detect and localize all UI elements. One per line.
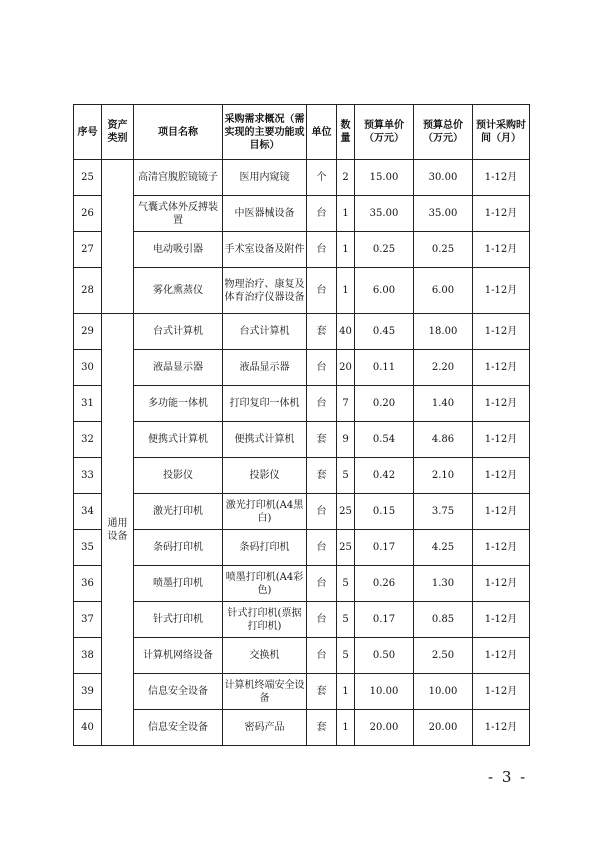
cell-index: 33 <box>74 458 102 494</box>
table-row <box>74 314 530 350</box>
cell-unit-price: 20.00 <box>355 710 414 746</box>
cell-desc: 台式计算机 <box>223 314 307 350</box>
cell-qty: 25 <box>337 530 355 566</box>
cell-unit-price: 0.45 <box>355 314 414 350</box>
cell-unit-price: 15.00 <box>355 160 414 196</box>
cell-unit: 套 <box>307 674 337 710</box>
cell-unit-price: 0.26 <box>355 566 414 602</box>
cell-total: 6.00 <box>414 268 473 314</box>
cell-desc: 密码产品 <box>223 710 307 746</box>
procurement-table <box>73 104 530 746</box>
cell-time: 1-12月 <box>473 530 530 566</box>
cell-name: 针式打印机 <box>134 602 223 638</box>
cell-total: 20.00 <box>414 710 473 746</box>
cell-desc: 打印复印一体机 <box>223 386 307 422</box>
cell-unit: 套 <box>307 458 337 494</box>
cell-unit-price: 35.00 <box>355 196 414 232</box>
cell-time: 1-12月 <box>473 710 530 746</box>
cell-unit-price: 0.54 <box>355 422 414 458</box>
cell-desc: 手术室设备及附件 <box>223 232 307 268</box>
table-row <box>74 160 530 196</box>
table-row <box>74 710 530 746</box>
cell-index: 31 <box>74 386 102 422</box>
cell-qty: 2 <box>337 160 355 196</box>
cell-qty: 1 <box>337 710 355 746</box>
cell-total: 2.50 <box>414 638 473 674</box>
cell-index: 25 <box>74 160 102 196</box>
cell-unit-price: 0.17 <box>355 530 414 566</box>
cell-qty: 1 <box>337 196 355 232</box>
table-row <box>74 458 530 494</box>
cell-total: 1.30 <box>414 566 473 602</box>
cell-unit: 台 <box>307 386 337 422</box>
table-row <box>74 530 530 566</box>
cell-unit-price: 6.00 <box>355 268 414 314</box>
category-cell <box>102 160 134 314</box>
cell-name: 信息安全设备 <box>134 674 223 710</box>
category-cell: 通用设备 <box>102 314 134 746</box>
cell-name: 信息安全设备 <box>134 710 223 746</box>
cell-unit: 台 <box>307 232 337 268</box>
cell-time: 1-12月 <box>473 196 530 232</box>
cell-unit: 台 <box>307 350 337 386</box>
cell-desc: 中医器械设备 <box>223 196 307 232</box>
table-row <box>74 638 530 674</box>
cell-total: 0.85 <box>414 602 473 638</box>
table-row <box>74 232 530 268</box>
cell-qty: 5 <box>337 638 355 674</box>
cell-qty: 9 <box>337 422 355 458</box>
cell-time: 1-12月 <box>473 350 530 386</box>
cell-index: 29 <box>74 314 102 350</box>
cell-desc: 液晶显示器 <box>223 350 307 386</box>
header-category: 资产类别 <box>102 105 134 160</box>
table-row <box>74 196 530 232</box>
cell-total: 1.40 <box>414 386 473 422</box>
cell-qty: 20 <box>337 350 355 386</box>
cell-name: 条码打印机 <box>134 530 223 566</box>
cell-unit: 台 <box>307 268 337 314</box>
cell-name: 液晶显示器 <box>134 350 223 386</box>
cell-index: 26 <box>74 196 102 232</box>
cell-desc: 计算机终端安全设备 <box>223 674 307 710</box>
cell-index: 38 <box>74 638 102 674</box>
cell-desc: 交换机 <box>223 638 307 674</box>
cell-unit: 套 <box>307 710 337 746</box>
table-row <box>74 350 530 386</box>
cell-time: 1-12月 <box>473 422 530 458</box>
cell-time: 1-12月 <box>473 602 530 638</box>
cell-desc: 针式打印机(票据打印机) <box>223 602 307 638</box>
cell-total: 35.00 <box>414 196 473 232</box>
header-time: 预计采购时间（月） <box>473 105 530 160</box>
cell-total: 18.00 <box>414 314 473 350</box>
cell-name: 高清宫腹腔镜镜子 <box>134 160 223 196</box>
header-desc: 采购需求概况（需实现的主要功能或目标） <box>223 105 307 160</box>
cell-qty: 7 <box>337 386 355 422</box>
cell-index: 34 <box>74 494 102 530</box>
cell-time: 1-12月 <box>473 674 530 710</box>
cell-time: 1-12月 <box>473 160 530 196</box>
cell-unit-price: 10.00 <box>355 674 414 710</box>
cell-desc: 物理治疗、康复及体育治疗仪器设备 <box>223 268 307 314</box>
cell-name: 便携式计算机 <box>134 422 223 458</box>
cell-name: 台式计算机 <box>134 314 223 350</box>
cell-name: 计算机网络设备 <box>134 638 223 674</box>
cell-name: 气囊式体外反搏装置 <box>134 196 223 232</box>
cell-qty: 1 <box>337 268 355 314</box>
cell-desc: 便携式计算机 <box>223 422 307 458</box>
cell-qty: 1 <box>337 674 355 710</box>
cell-name: 电动吸引器 <box>134 232 223 268</box>
table-row <box>74 566 530 602</box>
cell-total: 0.25 <box>414 232 473 268</box>
cell-time: 1-12月 <box>473 458 530 494</box>
table-row <box>74 494 530 530</box>
cell-index: 39 <box>74 674 102 710</box>
cell-unit: 个 <box>307 160 337 196</box>
cell-unit: 台 <box>307 638 337 674</box>
cell-qty: 1 <box>337 232 355 268</box>
cell-desc: 投影仪 <box>223 458 307 494</box>
table-header-row <box>74 105 530 160</box>
cell-qty: 5 <box>337 458 355 494</box>
cell-time: 1-12月 <box>473 494 530 530</box>
cell-unit: 套 <box>307 422 337 458</box>
cell-total: 2.10 <box>414 458 473 494</box>
cell-index: 28 <box>74 268 102 314</box>
cell-unit: 台 <box>307 494 337 530</box>
cell-unit: 套 <box>307 314 337 350</box>
cell-name: 雾化熏蒸仪 <box>134 268 223 314</box>
cell-desc: 喷墨打印机(A4彩色) <box>223 566 307 602</box>
cell-time: 1-12月 <box>473 232 530 268</box>
cell-total: 2.20 <box>414 350 473 386</box>
cell-time: 1-12月 <box>473 566 530 602</box>
cell-total: 4.86 <box>414 422 473 458</box>
header-qty: 数量 <box>337 105 355 160</box>
cell-unit-price: 0.17 <box>355 602 414 638</box>
cell-desc: 激光打印机(A4黑白) <box>223 494 307 530</box>
cell-desc: 医用内窥镜 <box>223 160 307 196</box>
cell-desc: 条码打印机 <box>223 530 307 566</box>
cell-total: 30.00 <box>414 160 473 196</box>
table-row <box>74 386 530 422</box>
cell-unit-price: 0.42 <box>355 458 414 494</box>
cell-unit-price: 0.50 <box>355 638 414 674</box>
table-row <box>74 674 530 710</box>
cell-unit: 台 <box>307 602 337 638</box>
header-name: 项目名称 <box>134 105 223 160</box>
header-total: 预算总价（万元） <box>414 105 473 160</box>
cell-time: 1-12月 <box>473 638 530 674</box>
cell-name: 投影仪 <box>134 458 223 494</box>
cell-index: 35 <box>74 530 102 566</box>
cell-unit-price: 0.25 <box>355 232 414 268</box>
cell-unit: 台 <box>307 530 337 566</box>
cell-unit-price: 0.11 <box>355 350 414 386</box>
cell-total: 3.75 <box>414 494 473 530</box>
cell-name: 多功能一体机 <box>134 386 223 422</box>
page-number: - 3 - <box>488 768 528 786</box>
table-body <box>74 160 530 746</box>
cell-time: 1-12月 <box>473 314 530 350</box>
cell-index: 30 <box>74 350 102 386</box>
cell-unit-price: 0.20 <box>355 386 414 422</box>
cell-index: 32 <box>74 422 102 458</box>
table-row <box>74 422 530 458</box>
table-row <box>74 602 530 638</box>
header-unit: 单位 <box>307 105 337 160</box>
cell-index: 27 <box>74 232 102 268</box>
header-unit-price: 预算单价（万元） <box>355 105 414 160</box>
header-index: 序号 <box>74 105 102 160</box>
table-row <box>74 268 530 314</box>
cell-unit: 台 <box>307 196 337 232</box>
cell-index: 37 <box>74 602 102 638</box>
cell-name: 激光打印机 <box>134 494 223 530</box>
cell-qty: 25 <box>337 494 355 530</box>
cell-index: 36 <box>74 566 102 602</box>
cell-total: 4.25 <box>414 530 473 566</box>
cell-name: 喷墨打印机 <box>134 566 223 602</box>
cell-unit-price: 0.15 <box>355 494 414 530</box>
cell-qty: 5 <box>337 602 355 638</box>
cell-index: 40 <box>74 710 102 746</box>
cell-total: 10.00 <box>414 674 473 710</box>
cell-unit: 台 <box>307 566 337 602</box>
cell-qty: 40 <box>337 314 355 350</box>
cell-time: 1-12月 <box>473 386 530 422</box>
cell-qty: 5 <box>337 566 355 602</box>
cell-time: 1-12月 <box>473 268 530 314</box>
